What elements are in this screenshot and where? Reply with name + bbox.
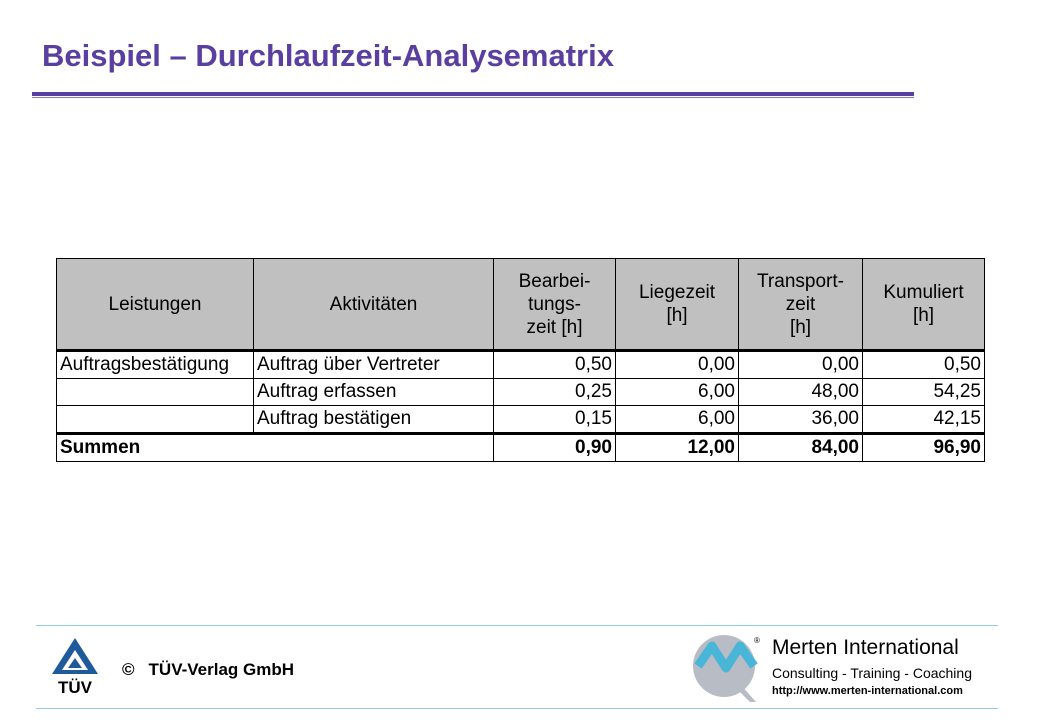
table-row: [57, 351, 985, 379]
cell-kumuliert: 42,15: [863, 406, 985, 434]
sum-bearbeitungszeit: 0,90: [494, 434, 616, 462]
table-header-row: [57, 259, 985, 351]
cell-leistung: [57, 379, 254, 406]
cell-bearbeitungszeit: 0,15: [494, 406, 616, 434]
cell-aktivitaet: Auftrag über Vertreter: [254, 351, 494, 379]
cell-liegezeit: 6,00: [616, 406, 739, 434]
registered-mark: ®: [754, 636, 760, 645]
cell-aktivitaet: Auftrag bestätigen: [254, 406, 494, 434]
copyright-notice: [122, 660, 294, 680]
company-name: Merten International: [772, 636, 959, 659]
header-transportzeit-line: [h]: [789, 316, 812, 338]
title-underline-thin: [32, 97, 914, 98]
cell-leistung: [57, 406, 254, 434]
header-bearbeitungszeit-line: Bearbei-: [518, 270, 591, 292]
page-title: Beispiel – Durchlaufzeit-Analysematrix: [42, 38, 614, 73]
tuv-logo-text: TÜV: [58, 678, 92, 696]
cell-transportzeit: 0,00: [739, 351, 863, 379]
header-liegezeit: [616, 259, 739, 351]
sum-kumuliert: 96,90: [863, 434, 985, 462]
sum-row: [57, 434, 985, 462]
copyright-text: TÜV-Verlag GmbH: [148, 660, 295, 679]
header-transportzeit-line: zeit: [785, 293, 816, 315]
footer-bottom-line: [36, 708, 998, 709]
header-kumuliert: [863, 259, 985, 351]
header-liegezeit-line: [h]: [666, 305, 688, 326]
header-leistungen: Leistungen: [57, 259, 254, 351]
analysis-matrix-table: [56, 258, 985, 462]
header-transportzeit: [739, 259, 863, 351]
header-bearbeitungszeit-line: tungs-: [528, 293, 581, 315]
table-row: [57, 379, 985, 406]
sum-label: Summen: [57, 434, 494, 462]
copyright-symbol: ©: [122, 660, 135, 679]
header-liegezeit-line: Liegezeit: [638, 282, 716, 303]
merten-logo-icon: [690, 632, 762, 704]
cell-kumuliert: 0,50: [863, 351, 985, 379]
table-row: [57, 406, 985, 434]
cell-transportzeit: 48,00: [739, 379, 863, 406]
cell-bearbeitungszeit: 0,25: [494, 379, 616, 406]
header-transportzeit-line: Transport-: [757, 270, 844, 292]
sum-transportzeit: 84,00: [739, 434, 863, 462]
cell-aktivitaet: Auftrag erfassen: [254, 379, 494, 406]
cell-kumuliert: 54,25: [863, 379, 985, 406]
cell-leistung: Auftragsbestätigung: [57, 351, 254, 379]
company-tagline: Consulting - Training - Coaching: [772, 665, 972, 681]
header-bearbeitungszeit: [494, 259, 616, 351]
company-url: http://www.merten-international.com: [772, 685, 963, 697]
cell-transportzeit: 36,00: [739, 406, 863, 434]
sum-liegezeit: 12,00: [616, 434, 739, 462]
header-aktivitaeten: Aktivitäten: [254, 259, 494, 351]
cell-liegezeit: 6,00: [616, 379, 739, 406]
title-underline: [32, 92, 914, 96]
header-kumuliert-line: [h]: [912, 305, 935, 326]
cell-liegezeit: 0,00: [616, 351, 739, 379]
footer-top-line: [36, 625, 998, 626]
cell-bearbeitungszeit: 0,50: [494, 351, 616, 379]
header-bearbeitungszeit-line: zeit [h]: [526, 316, 583, 338]
header-kumuliert-line: Kumuliert: [883, 282, 964, 303]
tuv-logo-icon: [48, 636, 102, 696]
